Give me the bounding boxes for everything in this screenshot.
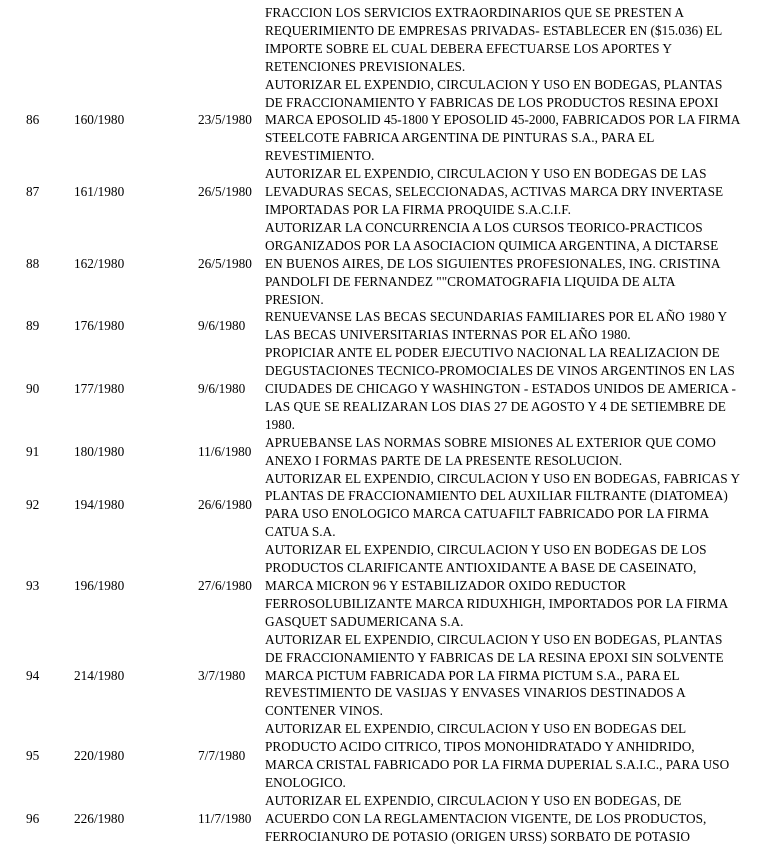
resolution-description: AUTORIZAR EL EXPENDIO, CIRCULACION Y USO EN BODEGAS, FABRICAS Y PLANTAS DE FRACCIONAMIENTO DEL AUXILIAR FILTRANTE (DIATOMEA) PARA USO ENOLOGICO MARCA CATUAFILT FABRICADO POR LA FIRMA CATUA S.A.: [265, 470, 741, 540]
resolution-number: 162/1980: [74, 255, 125, 271]
table-row: [0, 76, 765, 166]
resolution-date: 11/7/1980: [198, 810, 252, 826]
resolution-description: AUTORIZAR LA CONCURRENCIA A LOS CURSOS TEORICO-PRACTICOS ORGANIZADOS POR LA ASOCIACION QUIMICA ARGENTINA, A DICTARSE EN BUENOS AIRES, DE LOS SIGUIENTES PROFESIONALES, ING. CRISTINA PANDOLFI DE FERNANDEZ ""CROMATOGRAFIA LIQUIDA DE ALTA PRESION.: [265, 219, 721, 307]
table-row: [0, 792, 765, 846]
resolution-number: 214/1980: [74, 667, 125, 683]
resolution-date: 11/6/1980: [198, 443, 252, 459]
resolution-description: FRACCION LOS SERVICIOS EXTRAORDINARIOS QUE SE PRESTEN A REQUERIMIENTO DE EMPRESAS PRIVADAS- ESTABLECER EN ($15.036) EL IMPORTE SOBRE EL CUAL DEBERA EFECTUARSE LOS APORTES Y RETENCIONES PREVISIONALES.: [265, 5, 723, 74]
resolution-date: 26/5/1980: [198, 184, 252, 200]
table-row: [0, 344, 765, 434]
resolution-description: RENUEVANSE LAS BECAS SECUNDARIAS FAMILIARES POR EL AÑO 1980 Y LAS BECAS UNIVERSITARIAS INTERNAS POR EL AÑO 1980.: [265, 309, 728, 343]
table-row: [0, 219, 765, 309]
table-row: [0, 4, 765, 76]
table-row: [0, 165, 765, 219]
resolution-description: PROPICIAR ANTE EL PODER EJECUTIVO NACIONAL LA REALIZACION DE DEGUSTACIONES TECNICO-PROMOCIALES DE VINOS ARGENTINOS EN LAS CIUDADES DE CHICAGO Y WASHINGTON - ESTADOS UNIDOS DE AMERICA - LAS QUE SE REALIZARAN LOS DIAS 27 DE AGOSTO Y 4 DE SETIEMBRE DE 1980.: [265, 345, 736, 432]
table-row: [0, 541, 765, 631]
table-row: [0, 631, 765, 721]
row-number: 96: [26, 810, 40, 826]
row-number: 91: [26, 443, 40, 459]
resolution-date: 9/6/1980: [198, 318, 246, 334]
row-number: 95: [26, 748, 40, 764]
resolution-date: 26/5/1980: [198, 255, 252, 271]
resolution-number: 220/1980: [74, 748, 125, 764]
resolution-description: AUTORIZAR EL EXPENDIO, CIRCULACION Y USO EN BODEGAS, DE ACUERDO CON LA REGLAMENTACION VIGENTE, DE LOS PRODUCTOS, FERROCIANURO DE POTASIO (ORIGEN URSS) SORBATO DE POTASIO: [265, 792, 707, 844]
resolution-description: AUTORIZAR EL EXPENDIO, CIRCULACION Y USO EN BODEGAS DEL PRODUCTO ACIDO CITRICO, TIPOS MONOHIDRATADO Y ANHIDRIDO, MARCA CRISTAL FABRICADO POR LA FIRMA DUPERIAL S.A.I.C., PARA USO ENOLOGICO.: [265, 721, 730, 790]
resolution-number: 161/1980: [74, 184, 125, 200]
resolution-description: AUTORIZAR EL EXPENDIO, CIRCULACION Y USO EN BODEGAS, PLANTAS DE FRACCIONAMIENTO Y FABRICAS DE LOS PRODUCTOS RESINA EPOXI MARCA EPOSOLID 45-1800 Y EPOSOLID 45-2000, FABRICADOS POR LA FIRMA STEELCOTE FABRICA ARGENTINA DE PINTURAS S.A., PARA EL REVESTIMIENTO.: [265, 76, 741, 164]
table-row: [0, 720, 765, 792]
row-number: 87: [26, 184, 40, 200]
resolution-date: [193, 4, 265, 76]
resolution-date: 23/5/1980: [198, 112, 252, 128]
resolution-description: AUTORIZAR EL EXPENDIO, CIRCULACION Y USO EN BODEGAS DE LOS PRODUCTOS CLARIFICANTE ANTIOXIDANTE A BASE DE CASEINATO, MARCA MICRON 96 Y ESTABILIZADOR OXIDO REDUCTOR FERROSOLUBILIZANTE MARCA RIDUXHIGH, IMPORTADOS POR LA FIRMA GASQUET SADUMERICANA S.A.: [265, 542, 729, 629]
resolution-description: AUTORIZAR EL EXPENDIO, CIRCULACION Y USO EN BODEGAS, PLANTAS DE FRACCIONAMIENTO Y FABRICAS DE LA RESINA EPOXI SIN SOLVENTE MARCA PICTUM FABRICADA POR LA FIRMA PICTUM S.A., PARA EL REVESTIMIENTO DE VASIJAS Y ENVASES VINARIOS DESTINADOS A CONTENER VINOS.: [265, 631, 724, 719]
row-number: 93: [26, 578, 40, 593]
row-number: 90: [26, 381, 40, 397]
resolution-number: 176/1980: [74, 318, 125, 334]
resolution-description: AUTORIZAR EL EXPENDIO, CIRCULACION Y USO EN BODEGAS DE LAS LEVADURAS SECAS, SELECCIONADAS, ACTIVAS MARCA DRY INVERTASE IMPORTADAS POR LA FIRMA PROQUIDE S.A.C.I.F.: [265, 166, 724, 217]
resolution-number: 196/1980: [74, 578, 125, 593]
resolution-date: 27/6/1980: [198, 578, 252, 593]
resolution-date: 3/7/1980: [198, 667, 246, 683]
resolution-number: 180/1980: [74, 443, 125, 459]
resolution-description: APRUEBANSE LAS NORMAS SOBRE MISIONES AL EXTERIOR QUE COMO ANEXO I FORMAS PARTE DE LA PRESENTE RESOLUCION.: [265, 434, 716, 468]
row-number: [0, 4, 68, 76]
row-number: 94: [26, 667, 40, 683]
row-number: 88: [26, 255, 40, 271]
resolution-date: 9/6/1980: [198, 381, 246, 397]
row-number: 89: [26, 318, 40, 334]
row-number: 92: [26, 497, 40, 513]
table-row: [0, 470, 765, 542]
resolutions-table: [0, 4, 765, 846]
resolution-number: 194/1980: [74, 497, 125, 513]
resolution-number: 177/1980: [74, 381, 125, 397]
resolution-number: 160/1980: [74, 112, 125, 128]
table-row: [0, 308, 765, 344]
resolution-number: 226/1980: [74, 810, 125, 826]
row-number: 86: [26, 112, 40, 128]
resolution-date: 7/7/1980: [198, 748, 246, 764]
table-row: [0, 434, 765, 470]
resolution-date: 26/6/1980: [198, 497, 252, 513]
resolution-number: [68, 4, 193, 76]
